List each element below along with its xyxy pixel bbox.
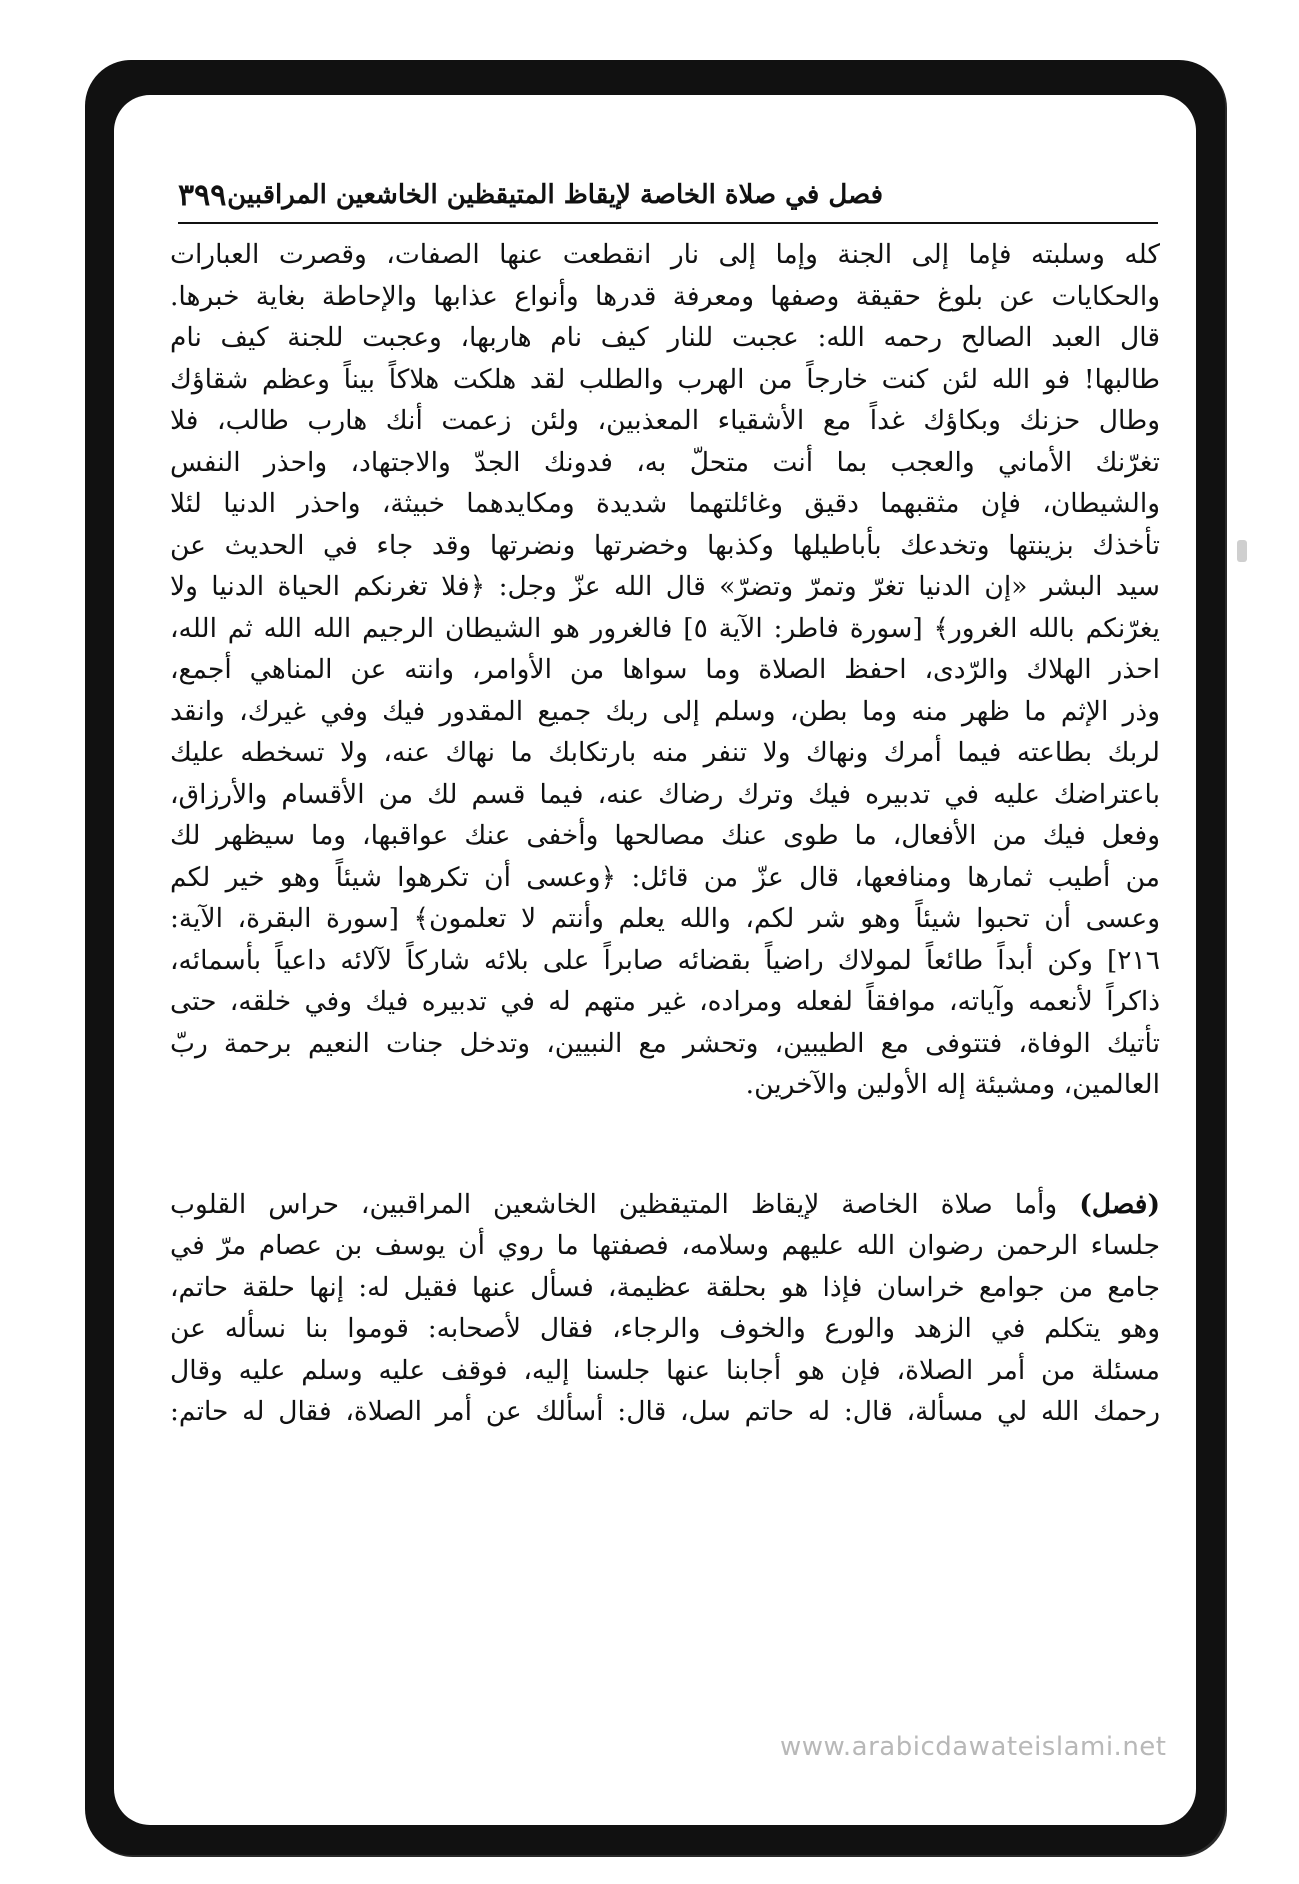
paragraph-gap — [170, 1106, 1160, 1184]
section-first-line — [170, 1184, 1160, 1226]
text-line: مسئلة من أمر الصلاة، فإن هو أجابنا عنها جلسنا إليه، فوقف عليه وسلم عليه وقال — [170, 1354, 1160, 1386]
text-line: وطال حزنك وبكاؤك غداً مع الأشقياء المعذبين، ولئن زعمت أنك هارب طالب، فلا — [170, 405, 1160, 436]
text-line: سيد البشر «إن الدنيا تغرّ وتمرّ وتضرّ» قال الله عزّ وجل: ﴿فلا تغرنكم الحياة الدنيا ولا — [170, 571, 1160, 602]
text-line: كله وسلبته فإما إلى الجنة وإما إلى نار انقطعت عنها الصفات، وقصرت العبارات — [170, 239, 1160, 270]
text-line: ذاكراً لأنعمه وآياته، موافقاً لفعله ومراده، غير متهم له في تدبيره فيك وفي خلقه، حتى — [170, 986, 1160, 1017]
section-lead-word: (فصل) — [1079, 1188, 1160, 1220]
text-line: جامع من جوامع خراسان فإذا هو بحلقة عظيمة، فسأل عنها فقيل له: إنها حلقة حاتم، — [170, 1271, 1160, 1303]
text-line: تأتيك الوفاة، فتتوفى مع الطيبين، وتحشر مع النبيين، وتدخل جنات النعيم برحمة ربّ — [170, 1027, 1160, 1059]
text-line: وذر الإثم ما ظهر منه وما بطن، وسلم إلى ربك جميع المقدور فيك وفي غيرك، وانقد — [170, 695, 1160, 727]
text-line: طالبها! فو الله لئن كنت خارجاً من الهرب والطلب لقد هلكت هلاكاً بيناً وعظم شقاؤك — [170, 363, 1160, 395]
body-text — [170, 234, 1160, 1433]
text-line: يغرّنكم بالله الغرور﴾ [سورة فاطر: الآية ٥] فالغرور هو الشيطان الرجيم الله الله ثم الله، — [170, 612, 1160, 644]
text-line: من أطيب ثمارها ومنافعها، قال عزّ من قائل: ﴿وعسى أن تكرهوا شيئاً وهو خير لكم — [170, 861, 1160, 893]
text-line: وفعل فيك من الأفعال، ما طوى عنك مصالحها وأخفى عنك عواقبها، وما سيظهر لك — [170, 820, 1160, 851]
text-line-last: العالمين، ومشيئة إله الأولين والآخرين. — [745, 1069, 1160, 1100]
text-line: وهو يتكلم في الزهد والورع والخوف والرجاء، فقال لأصحابه: قوموا بنا نسأله عن — [170, 1313, 1160, 1344]
running-header — [178, 178, 1158, 224]
text-line: تغرّنك الأماني والعجب بما أنت متحلّ به، فدونك الجدّ والاجتهاد، واحذر النفس — [170, 446, 1160, 478]
text-line: والحكايات عن بلوغ حقيقة وصفها ومعرفة قدرها وأنواع عذابها والإحاطة بغاية خبرها. — [170, 280, 1160, 312]
header-title: فصل في صلاة الخاصة لإيقاظ المتيقظين الخاشعين المراقبين — [227, 180, 883, 210]
text-line: تأخذك بزينتها وتخدعك بأباطيلها وكذبها وخضرتها ونضرتها وقد جاء في الحديث عن — [170, 529, 1160, 561]
text-line: وعسى أن تحبوا شيئاً وهو شر لكم، والله يعلم وأنتم لا تعلمون﴾ [سورة البقرة، الآية: — [170, 903, 1160, 934]
text-line: باعتراضك عليه في تدبيره فيك وترك رضاك عنه، فيما قسم لك من الأقسام والأرزاق، — [170, 778, 1160, 810]
scan-mark — [1237, 540, 1247, 562]
watermark: www.arabicdawateislami.net — [780, 1732, 1167, 1762]
text-line: والشيطان، فإن مثقبهما دقيق وغائلتهما شديدة ومكايدهما خبيثة، واحذر الدنيا لئلا — [170, 488, 1160, 519]
page-number: ٣٩٩ — [178, 178, 227, 213]
section-first-line-text: وأما صلاة الخاصة لإيقاظ المتيقظين الخاشعين المراقبين، حراس القلوب — [170, 1188, 1080, 1220]
text-line: لربك بطاعته فيما أمرك ونهاك ولا تنفر منه بارتكابك ما نهاك عنه، ولا تسخطه عليك — [170, 737, 1160, 768]
text-line: رحمك الله لي مسألة، قال: له حاتم سل، قال: أسألك عن أمر الصلاة، فقال له حاتم: — [170, 1396, 1160, 1427]
text-line: احذر الهلاك والرّدى، احفظ الصلاة وما سواها من الأوامر، وانته عن المناهي أجمع، — [170, 654, 1160, 685]
text-line: جلساء الرحمن رضوان الله عليهم وسلامه، فصفتها ما روي أن يوسف بن عصام مرّ في — [170, 1230, 1160, 1261]
text-line: قال العبد الصالح رحمه الله: عجبت للنار كيف نام هاربها، وعجبت للجنة كيف نام — [170, 322, 1160, 353]
text-line: ٢١٦] وكن أبداً طائعاً لمولاك راضياً بقضائه صابراً على بلائه شاركاً لآلائه داعياً بأسمائه، — [170, 944, 1160, 976]
